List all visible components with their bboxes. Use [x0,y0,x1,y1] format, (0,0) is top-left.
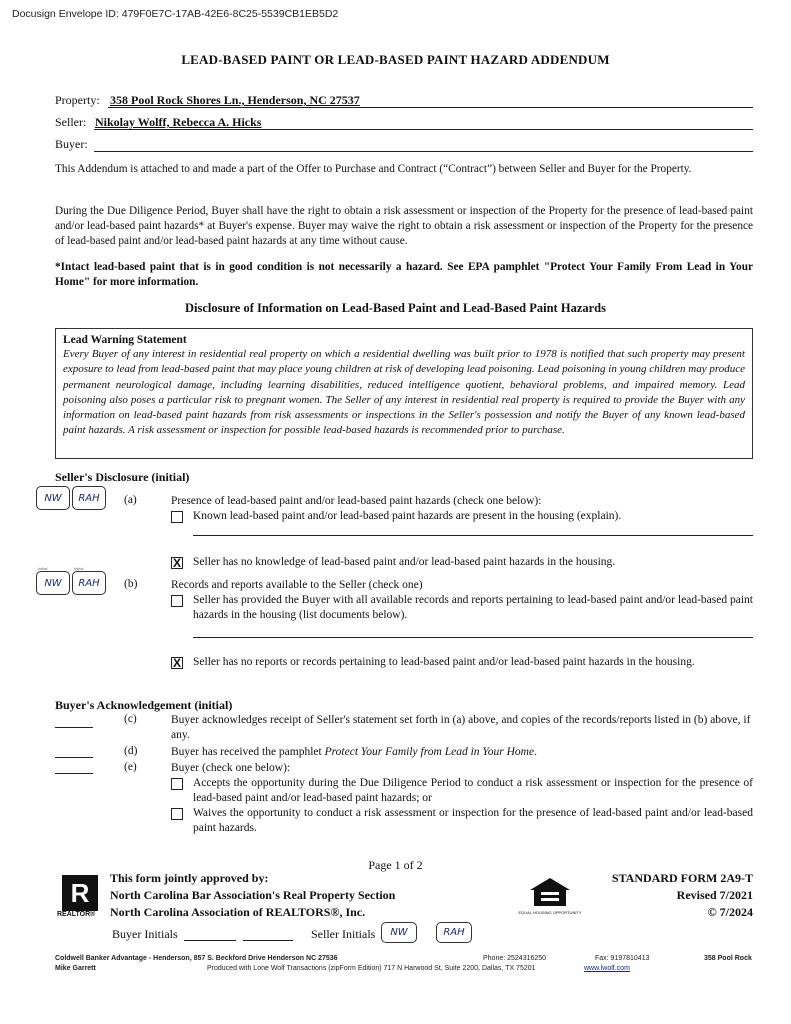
website-link[interactable]: www.lwolf.com [584,965,630,972]
brokerage-info: Coldwell Banker Advantage - Henderson, 857 S. Beckford Drive Henderson NC 27536 [55,955,338,962]
checkbox-e-waives[interactable] [171,808,183,820]
realtor-r-icon: R [70,877,90,908]
property-value[interactable]: 358 Pool Rock Shores Ln., Henderson, NC 27537 [110,93,360,107]
item-c-text: Buyer acknowledges receipt of Seller's statement set forth in (a) above, and copies of the records/reports listed in (b) above, if any. [171,714,751,741]
agent-name: Mike Garrett [55,965,96,972]
seller-disclosure-heading: Seller's Disclosure (initial) [55,470,190,484]
option-e-accepts-text: Accepts the opportunity during the Due Diligence Period to conduct a risk assessment or inspection for the presence of lead-based paint and/or lead-based paint hazards; or [193,777,753,804]
property-line [108,107,753,108]
checkbox-a-no-knowledge[interactable]: X [172,556,181,570]
item-b-letter: (b) [124,578,138,590]
item-c-letter: (c) [124,713,137,725]
realtor-mark: REALTOR® [57,911,96,918]
buyer-line [94,151,753,152]
buyer-initials-label: Buyer Initials [112,927,178,941]
buyer-initial-line-d[interactable] [55,757,93,758]
buyer-label: Buyer: [55,137,88,151]
buyer-initials-line-2[interactable] [243,940,293,941]
equal-housing-icon [526,876,574,908]
pamphlet-title: Protect Your Family from Lead in Your Home [324,746,535,758]
option-a-no-knowledge-text: Seller has no knowledge of lead-based paint and/or lead-based paint hazards in the housing. [193,556,616,568]
intro-paragraph: This Addendum is attached to and made a part of the Offer to Purchase and Contract (“Contract”) between Seller and Buyer for the Property. [55,163,692,175]
checkbox-a-known[interactable] [171,511,183,523]
approving-org-2: North Carolina Association of REALTORS®, Inc. [110,905,366,919]
file-name: 358 Pool Rock [704,955,752,962]
seller-initials-label: Seller Initials [311,927,376,941]
explain-line-a[interactable] [193,535,753,536]
seller-line [94,129,753,130]
copyright-date: © 7/2024 [707,905,753,919]
item-d-text-pre: Buyer has received the pamphlet [171,746,325,758]
footer-seller-initial-2[interactable]: RAH [436,922,472,943]
item-e-letter: (e) [124,761,137,773]
option-b-no-reports-text: Seller has no reports or records pertaining to lead-based paint and/or lead-based paint hazards in the housing. [193,656,695,668]
checkbox-e-accepts[interactable] [171,778,183,790]
option-e-waives-text: Waives the opportunity to conduct a risk assessment or inspection for the presence of lead-based paint and/or lead-based paint hazards. [193,807,753,834]
seller-initial-box-a2[interactable]: RAH [72,486,106,510]
buyer-initials-line-1[interactable] [184,940,236,941]
item-e-text: Buyer (check one below): [171,762,291,774]
footer-seller-initial-1[interactable]: NW [381,922,417,943]
initial-label-b2: Initial [74,566,84,571]
form-name: STANDARD FORM 2A9-T [611,871,753,885]
item-d-text [171,745,753,760]
page-number: Page 1 of 2 [368,858,423,872]
documents-line-b[interactable] [193,637,753,638]
seller-value[interactable]: Nikolay Wolff, Rebecca A. Hicks [95,115,262,129]
item-d-text-post: . [534,746,537,758]
checkbox-b-provided[interactable] [171,595,183,607]
disclosure-title: Disclosure of Information on Lead-Based Paint and Lead-Based Paint Hazards [185,301,606,315]
option-a-known-text: Known lead-based paint and/or lead-based paint hazards are present in the housing (explain). [193,510,622,522]
property-label: Property: [55,93,100,107]
seller-initial-box-a1[interactable]: NW [36,486,70,510]
brokerage-fax: Fax: 9197810413 [595,955,650,962]
due-diligence-paragraph: During the Due Diligence Period, Buyer shall have the right to obtain a risk assessment or inspection of the Property for the presence of lead-based paint and/or lead-based paint hazards* at Buyer's expense. Buyer may waive the right to obtain a risk assessment or inspection of the Property for the presence of lead-based paint and/or lead-based paint hazards at any time without cause. [55,205,753,247]
document-title: LEAD-BASED PAINT OR LEAD-BASED PAINT HAZARD ADDENDUM [181,52,610,67]
produced-with: Produced with Lone Wolf Transactions (zipForm Edition) 717 N Harwood St, Suite 2200, Dallas, TX 75201 [207,965,536,972]
buyer-ack-heading: Buyer's Acknowledgement (initial) [55,698,233,712]
buyer-initial-line-e[interactable] [55,773,93,774]
revised-date: Revised 7/2021 [676,888,753,902]
lead-warning-title: Lead Warning Statement [63,334,187,346]
initial-label-b1: Initial [38,566,48,571]
brokerage-phone: Phone: 2524316250 [483,955,547,962]
seller-initial-box-b1[interactable]: NW [36,571,70,595]
checkbox-b-no-reports[interactable]: X [172,656,181,670]
item-d-letter: (d) [124,745,138,757]
item-b-text: Records and reports available to the Seller (check one) [171,579,423,591]
envelope-id: Docusign Envelope ID: 479F0E7C-17AB-42E6-8C25-5539CB1EB5D2 [12,8,339,20]
item-a-letter: (a) [124,494,137,506]
seller-initial-box-b2[interactable]: RAH [72,571,106,595]
eho-caption: EQUAL HOUSING OPPORTUNITY [518,910,582,915]
approved-by: This form jointly approved by: [110,871,269,885]
realtor-logo [62,875,98,911]
approving-org-1: North Carolina Bar Association's Real Property Section [110,888,396,902]
seller-label: Seller: [55,115,87,129]
lead-warning-box [55,328,753,459]
item-a-text: Presence of lead-based paint and/or lead-based paint hazards (check one below): [171,495,542,507]
option-b-provided-text: Seller has provided the Buyer with all available records and reports pertaining to lead-based paint and/or lead-based paint hazards in the housing (list documents below). [193,594,753,621]
lead-warning-text: Every Buyer of any interest in residential real property on which a residential dwelling was built prior to 1978 is notified that such property may present exposure to lead from lead-based paint that may place young children at risk of developing lead poisoning. Lead poisoning in young children may produce permanent neurological damage, including learning disabilities, reduced intelligence quotient, behavioral problems, and impaired memory. Lead poisoning also poses a particular risk to pregnant women. The Seller of any interest in residential real property is required to provide the Buyer with any information on lead-based paint hazards from risk assessments or inspections in the Seller's possession and notify the Buyer of any known lead-based paint hazards. A risk assessment or inspection for possible lead-based hazards is recommended prior to purchase. [63,348,745,437]
intact-paint-note: *Intact lead-based paint that is in good condition is not necessarily a hazard. See EPA pamphlet "Protect Your Family From Lead in Your Home" for more information. [55,261,753,288]
buyer-initial-line-c[interactable] [55,727,93,728]
